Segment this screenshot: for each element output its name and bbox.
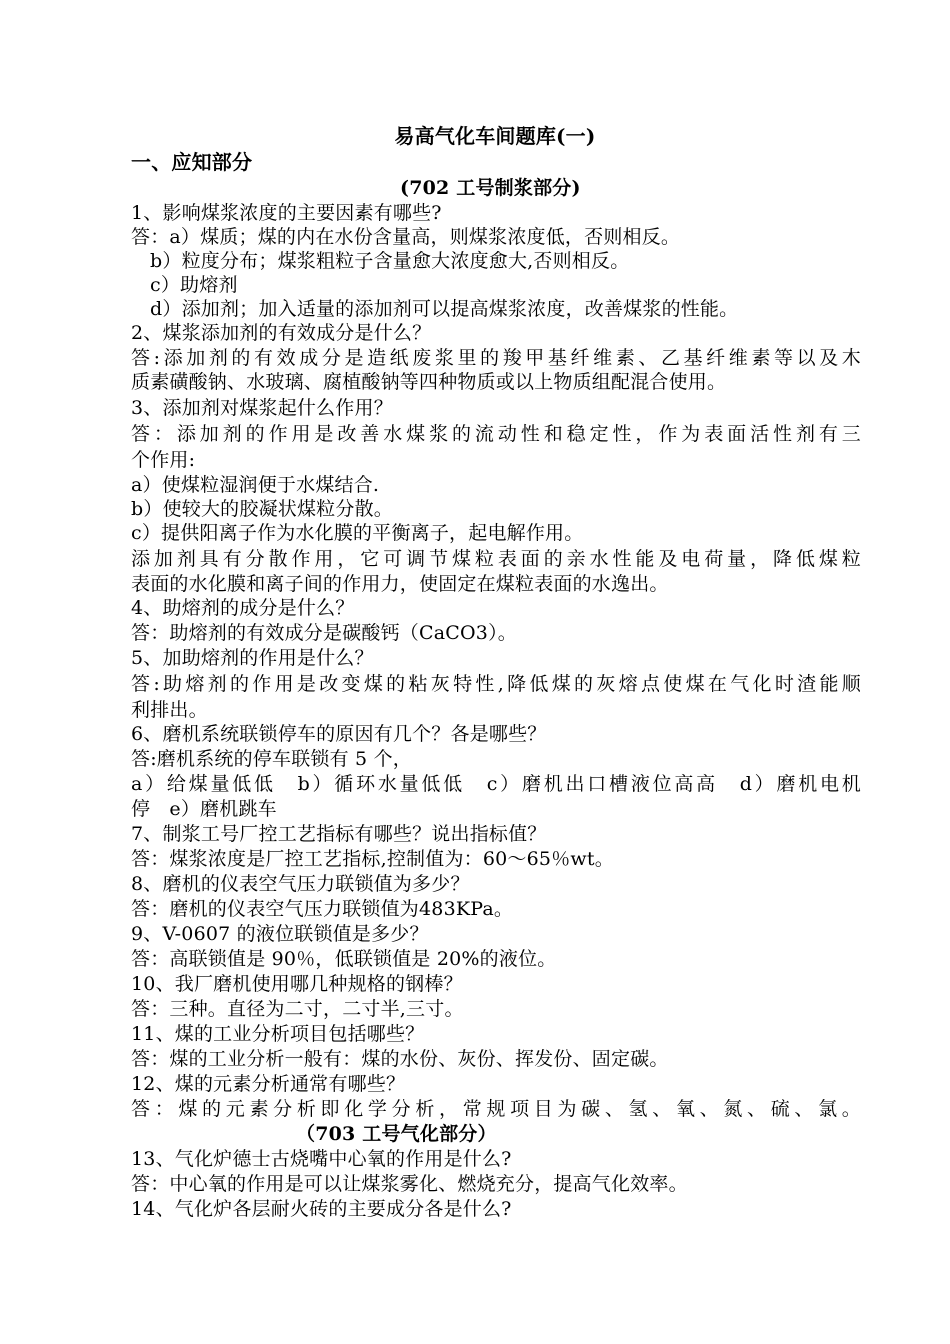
question-7: 7、制浆工号厂控工艺指标有哪些？说出指标值？ xyxy=(131,823,547,845)
answer-line: 答:助熔剂的作用是改变煤的粘灰特性,降低煤的灰熔点使煤在气化时渣能顺 xyxy=(131,673,861,695)
subsection-heading-703: （703 工号气化部分） xyxy=(296,1123,497,1145)
answer-line: a）给煤量低低 b）循环水量低低 c）磨机出口槽液位高高 d）磨机电机 xyxy=(131,773,861,795)
answer-line: 答：煤的元素分析即化学分析，常规项目为碳、氢、氧、氮、硫、氯。 xyxy=(131,1098,861,1120)
answer-line: 表面的水化膜和离子间的作用力，使固定在煤粒表面的水逸出。 xyxy=(131,573,669,595)
question-8: 8、磨机的仪表空气压力联锁值为多少？ xyxy=(131,873,470,895)
answer-line: 答:磨机系统的停车联锁有 5 个， xyxy=(131,748,412,770)
question-14: 14、气化炉各层耐火砖的主要成分各是什么? xyxy=(131,1198,512,1220)
question-1: 1、影响煤浆浓度的主要因素有哪些? xyxy=(131,202,442,224)
answer-line: 答：三种。直径为二寸，二寸半,三寸。 xyxy=(131,998,464,1020)
answer-line: 添加剂具有分散作用，它可调节煤粒表面的亲水性能及电荷量，降低煤粒 xyxy=(131,548,861,570)
answer-line: a）使煤粒湿润便于水煤结合. xyxy=(131,474,380,496)
answer-line: b）粒度分布；煤浆粗粒子含量愈大浓度愈大,否则相反。 xyxy=(150,250,630,272)
question-13: 13、气化炉德士古烧嘴中心氧的作用是什么? xyxy=(131,1148,512,1170)
question-9: 9、V-0607 的液位联锁值是多少？ xyxy=(131,923,429,945)
answer-line: 质素磺酸钠、水玻璃、腐植酸钠等四种物质或以上物质组配混合使用。 xyxy=(131,371,727,393)
answer-line: 答：助熔剂的有效成分是碳酸钙（CaCO3）。 xyxy=(131,622,517,644)
subsection-heading-702: (702 工号制浆部分) xyxy=(400,177,581,199)
question-6: 6、磨机系统联锁停车的原因有几个？各是哪些？ xyxy=(131,723,547,745)
answer-line: b）使较大的胶凝状煤粒分散。 xyxy=(131,498,393,520)
answer-line: 答：添加剂的作用是改善水煤浆的流动性和稳定性，作为表面活性剂有三 xyxy=(131,423,861,445)
answer-line: c）提供阳离子作为水化膜的平衡离子，起电解作用。 xyxy=(131,522,584,544)
answer-line: 答：高联锁值是 90％，低联锁值是 20%的液位。 xyxy=(131,948,557,970)
answer-line: 答：a）煤质；煤的内在水份含量高，则煤浆浓度低，否则相反。 xyxy=(131,226,681,248)
answer-line: c）助熔剂 xyxy=(150,274,238,296)
answer-line: 个作用: xyxy=(131,449,196,471)
answer-line: 答：磨机的仪表空气压力联锁值为483KPa。 xyxy=(131,898,514,920)
answer-line: 答:添加剂的有效成分是造纸废浆里的羧甲基纤维素、乙基纤维素等以及木 xyxy=(131,347,861,369)
question-12: 12、煤的元素分析通常有哪些？ xyxy=(131,1073,406,1095)
section-heading: 一、应知部分 xyxy=(131,150,253,174)
document-title: 易高气化车间题库(一) xyxy=(394,124,596,148)
answer-line: 答：煤浆浓度是厂控工艺指标,控制值为：60～65％wt。 xyxy=(131,848,614,870)
question-11: 11、煤的工业分析项目包括哪些？ xyxy=(131,1023,425,1045)
question-5: 5、加助熔剂的作用是什么？ xyxy=(131,647,374,669)
question-2: 2、煤浆添加剂的有效成分是什么？ xyxy=(131,322,432,344)
answer-line: 答：中心氧的作用是可以让煤浆雾化、燃烧充分，提高气化效率。 xyxy=(131,1173,688,1195)
answer-line: 利排出。 xyxy=(131,699,208,721)
question-3: 3、添加剂对煤浆起什么作用？ xyxy=(131,397,393,419)
answer-line: 答：煤的工业分析一般有：煤的水份、灰份、挥发份、固定碳。 xyxy=(131,1048,669,1070)
question-4: 4、助熔剂的成分是什么？ xyxy=(131,597,355,619)
answer-line: 停 e）磨机跳车 xyxy=(131,798,277,820)
answer-line: d）添加剂；加入适量的添加剂可以提高煤浆浓度，改善煤浆的性能。 xyxy=(150,298,739,320)
question-10: 10、我厂磨机使用哪几种规格的钢棒？ xyxy=(131,973,463,995)
